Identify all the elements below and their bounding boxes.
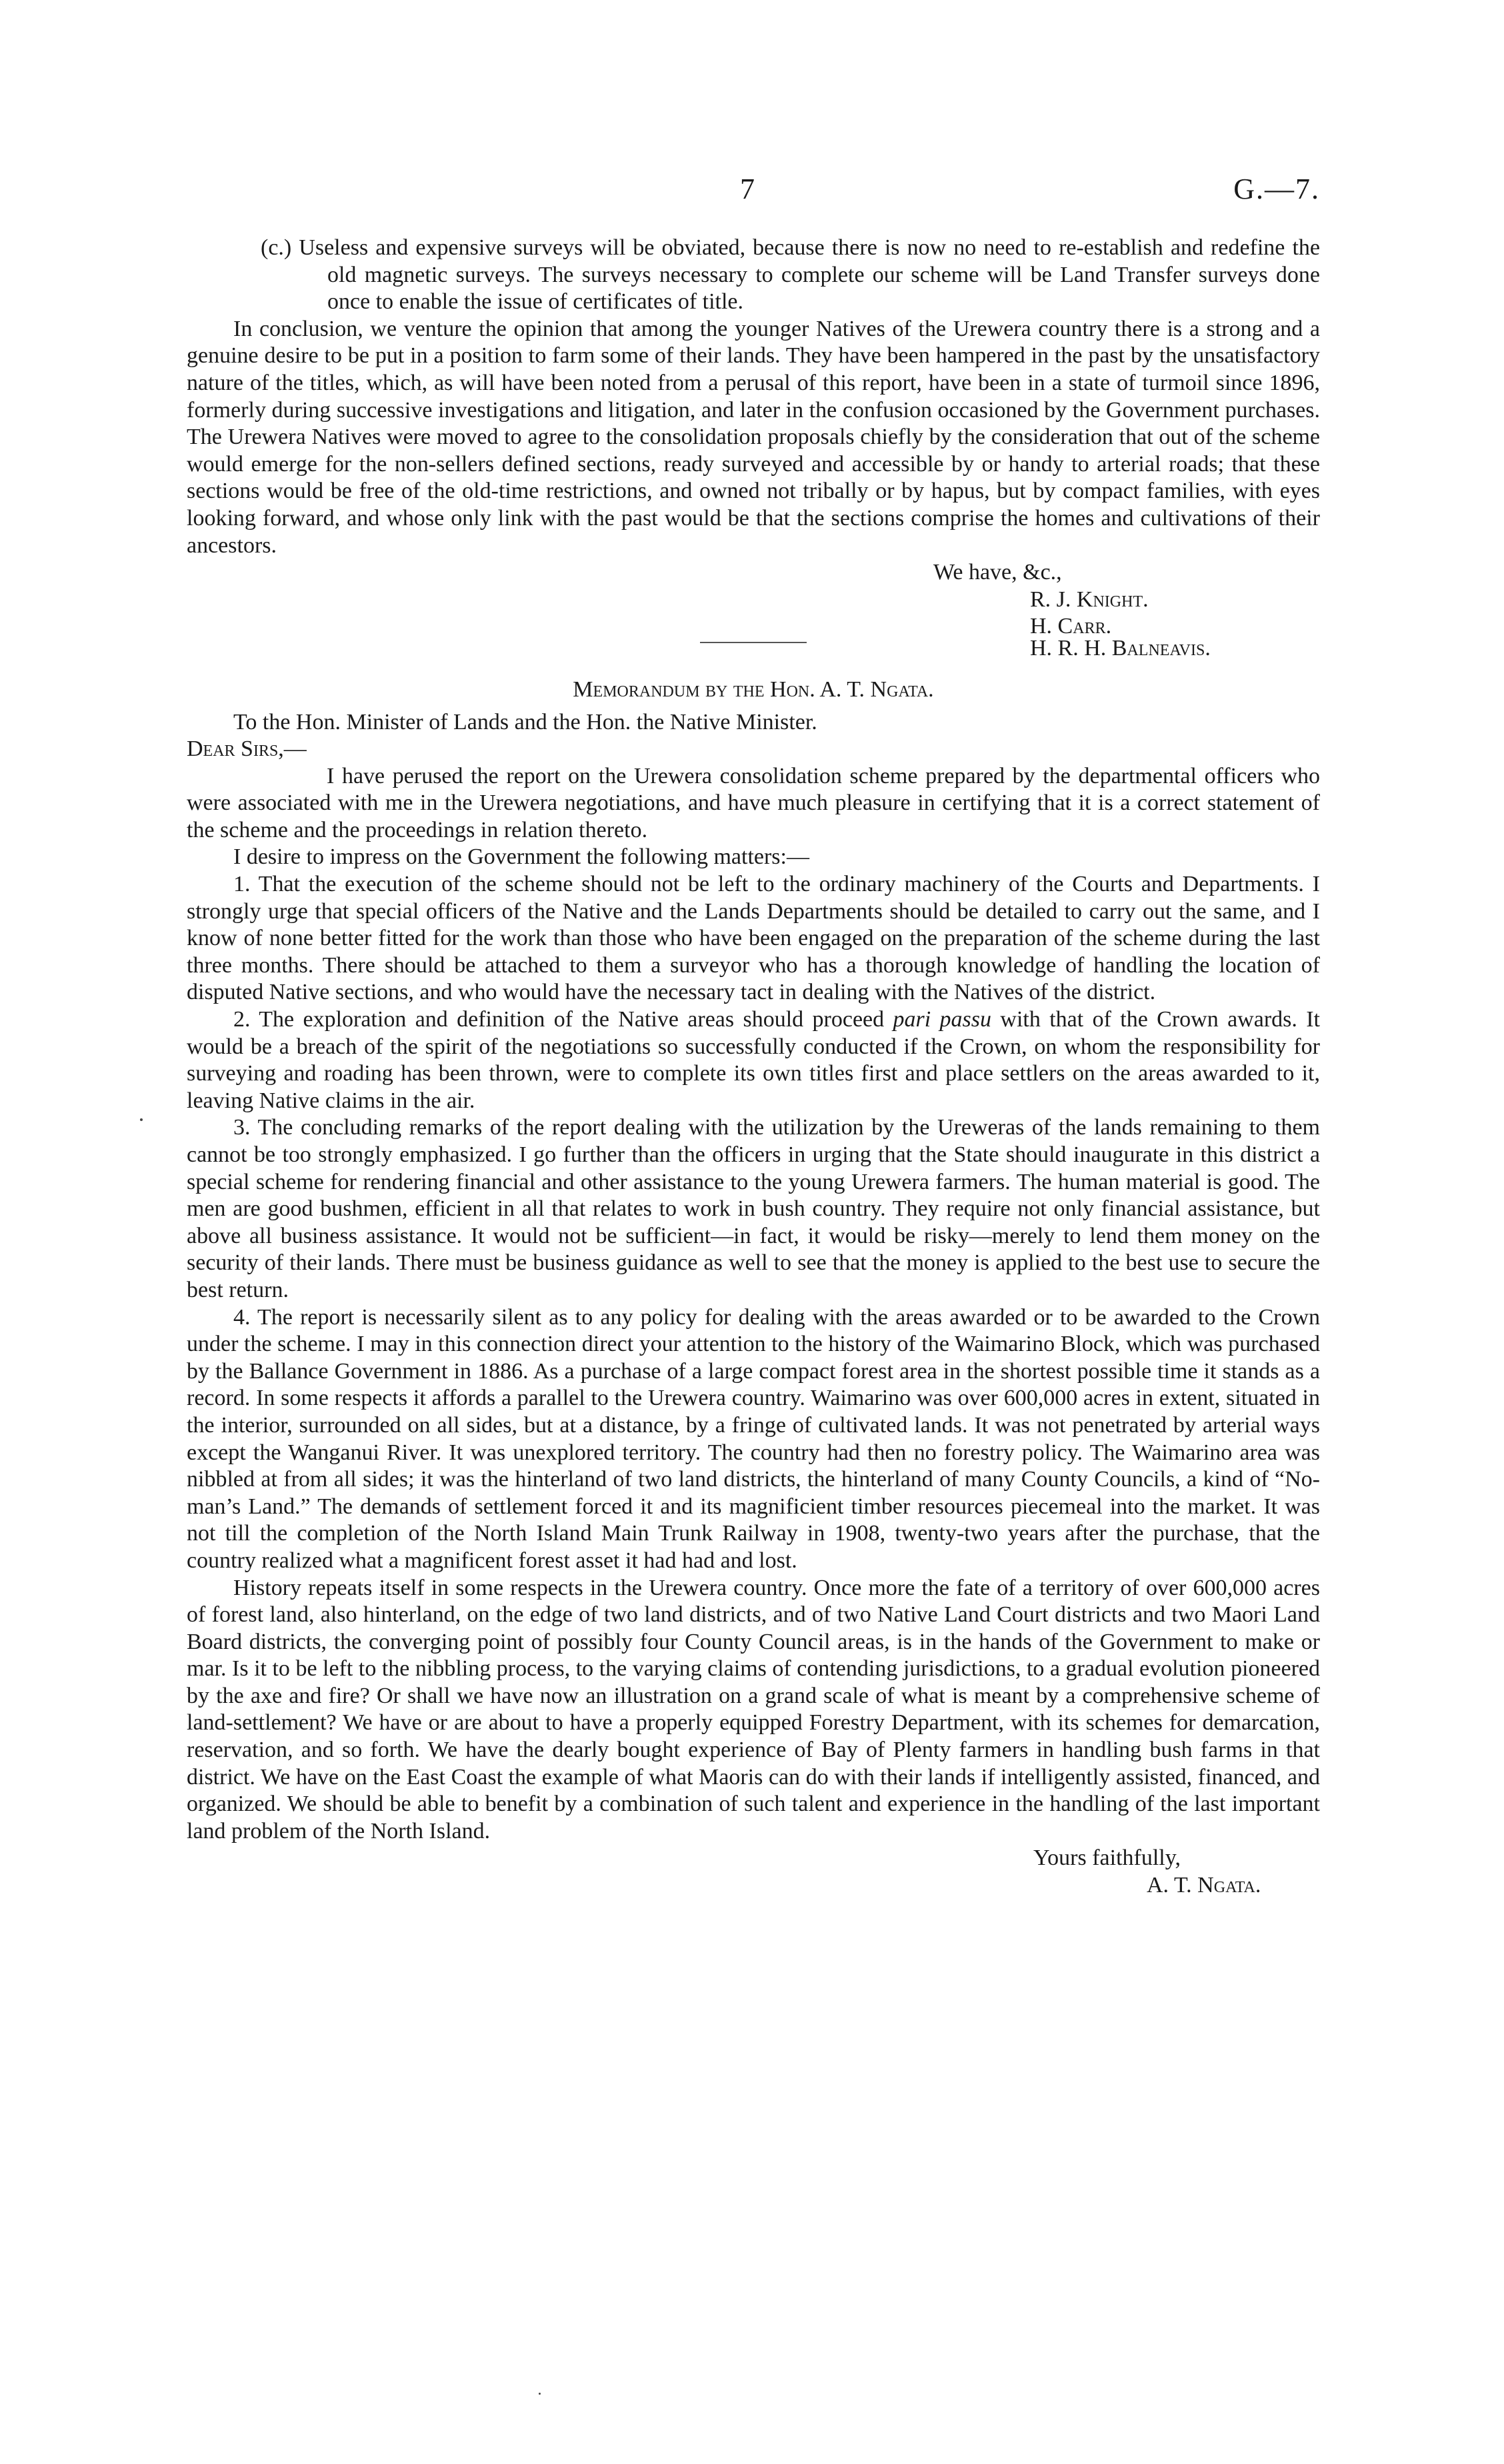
- memorandum-title: Memorandum by the Hon. A. T. Ngata.: [573, 676, 934, 702]
- divider-block: [187, 635, 1320, 660]
- page-header: [187, 172, 1320, 212]
- point-2-after: with that of the Crown awards. It would be a breach of the spirit of the negotiations so successfully conducted if the Crown, on whom the responsibility for surveying and roading has been thrown, were to complete its own titles first and place settlers on the areas awarded to it, leaving Native claims in the air.: [187, 1007, 1321, 1113]
- report-closing: We have, &c.,: [933, 560, 1062, 585]
- memorandum-point-3: 3. The concluding remarks of the report dealing with the utilization by the Ureweras of the lands remaining to them cannot be too strongly emphasized. I go further than the officers in urging that the State should inaugurate in this district a special scheme for rendering financial and other assistance to the young Urewera farmers. The human material is good. The men are good bushmen, efficient in all that relates to work in bush country. They require not only financial assistance, but above all business assistance. It would not be sufficient—in fact, it would be risky—merely to lend them money on the security of their lands. There must be business guidance as well to see that the money is applied to the best use to secure the best return.: [187, 1115, 1320, 1302]
- memorandum-opening: I have perused the report on the Urewera consolidation scheme prepared by the departmental officers who were associated with me in the Urewera negotiations, and have much pleasure in certifying that it is a correct statement of the scheme and the proceedings in relation thereto.: [187, 763, 1320, 842]
- point-2-before: 2. The exploration and definition of the Native areas should proceed: [233, 1007, 893, 1032]
- memorandum-valediction: Yours faithfully,: [1033, 1846, 1181, 1871]
- memorandum-salutation: Dear Sirs,—: [187, 736, 307, 762]
- scan-speck: [539, 2393, 541, 2395]
- page-body: [187, 235, 1320, 1899]
- point-2-latin: pari passu: [893, 1007, 992, 1032]
- signatory-carr: H. Carr.: [1030, 614, 1112, 639]
- memorandum-point-4: 4. The report is necessarily silent as to any policy for dealing with the areas awarded or to be awarded to the Crown under the scheme. I may in this connection direct your attention to the history of the Waimarino Block, which was purchased by the Ballance Government in 1886. As a purchase of a large compact forest area in the shortest possible time it stands as a record. In some respects it affords a parallel to the Urewera country. Waimarino was over 600,000 acres in extent, situated in the interior, surrounded on all sides, but at a distance, by a fringe of cultivated lands. It was not penetrated by arterial ways except the Wanganui River. It was unexplored territory. The country had then no forestry policy. The Waimarino area was nibbled at from all sides; it was the hinterland of two land districts, the hinterland of many County Councils, a kind of “No-man’s Land.” The demands of settlement forced it and its magnificient timber resources piecemeal into the market. It was not till the completion of the North Island Main Trunk Railway in 1908, twenty-two years after the purchase, that the country realized what a magnificent forest asset it had had and lost.: [187, 1304, 1320, 1573]
- document-reference: G.—7.: [1233, 173, 1320, 205]
- memorandum-addressee: To the Hon. Minister of Lands and the Hon. the Native Minister.: [233, 709, 817, 734]
- memorandum-point-2: [187, 1006, 1320, 1114]
- report-item-c: (c.) Useless and expensive surveys will be obviated, because there is now no need to re-establish and redefine the old magnetic surveys. The surveys necessary to complete our scheme will be Land Transfer surveys done once to enable the issue of certificates of title.: [261, 235, 1320, 315]
- report-conclusion: In conclusion, we venture the opinion that among the younger Natives of the Urewera country there is a strong and a genuine desire to be put in a position to farm some of their lands. They have been hampered in the past by the unsatisfactory nature of the titles, which, as will have been noted from a perusal of this report, have been in a state of turmoil since 1896, formerly during successive investigations and litigation, and later in the confusion occasioned by the Government purchases. The Urewera Natives were moved to agree to the consolidation proposals chiefly by the consideration that out of the scheme would emerge for the non-sellers defined sections, ready surveyed and accessible by or handy to arterial roads; that these sections would be free of the old-time restrictions, and owned not tribally or by hapus, but by compact families, with eyes looking forward, and whose only link with the past would be that the sections comprise the homes and cultivations of their ancestors.: [187, 316, 1320, 558]
- memorandum-impress: I desire to impress on the Government the following matters:—: [233, 844, 809, 870]
- page-number: 7: [740, 173, 755, 205]
- signatory-knight: R. J. Knight.: [1030, 587, 1149, 612]
- signatory-balneavis: H. R. H. Balneavis.: [1030, 635, 1211, 660]
- memorandum-signature: A. T. Ngata.: [1147, 1873, 1261, 1898]
- memorandum-point-1: 1. That the execution of the scheme should not be left to the ordinary machinery of the Courts and Departments. I strongly urge that special officers of the Native and the Lands Departments should be detailed to carry out the same, and I know of none better fitted for the work than those who have been engaged on the preparation of the scheme during the last three months. There should be attached to them a surveyor who has a thorough knowledge of handling the location of disputed Native sections, and who would have the necessary tact in dealing with the Natives of the district.: [187, 872, 1320, 1005]
- section-divider: [700, 642, 807, 643]
- memorandum-history: History repeats itself in some respects in the Urewera country. Once more the fate of a territory of over 600,000 acres of forest land, also hinterland, on the edge of two land districts, and of two Native Land Court districts and two Maori Land Board districts, the converging point of possibly four County Council areas, is in the hands of the Government to make or mar. Is it to be left to the nibbling process, to the varying claims of contending jurisdictions, to a gradual evolution pioneered by the axe and fire? Or shall we have now an illustration on a grand scale of what is meant by a comprehensive scheme of land-settlement? We have or are about to have a properly equipped Forestry Department, with its schemes for demarcation, reservation, and so forth. We have the dearly bought experience of Bay of Plenty farmers in handling bush farms in that district. We have on the East Coast the example of what Maoris can do with their lands if intelligently assisted, financed, and organized. We should be able to benefit by a combination of such talent and experience in the handling of the last important land problem of the North Island.: [187, 1575, 1320, 1844]
- scan-speck: [140, 1118, 143, 1121]
